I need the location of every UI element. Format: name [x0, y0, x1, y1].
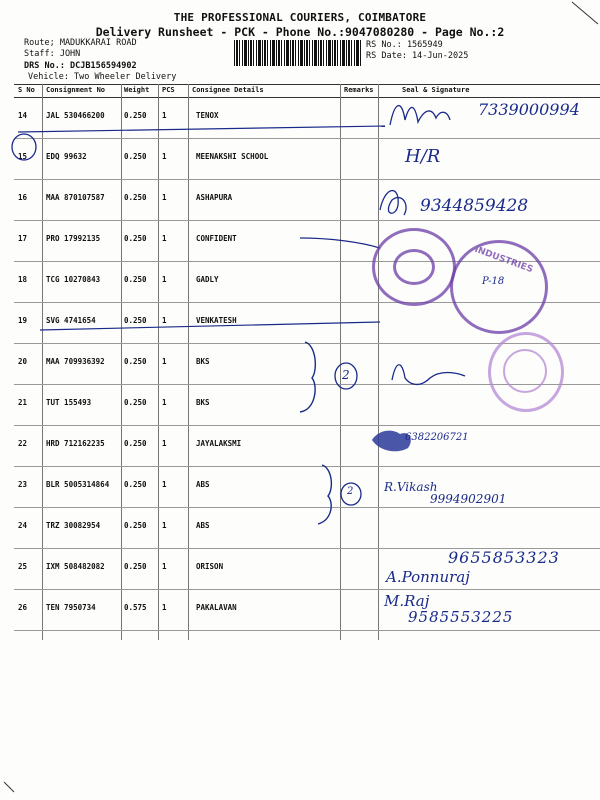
handwritten-count: 2 — [347, 486, 354, 497]
faded-seal-stamp — [488, 332, 564, 412]
row-consignee: PAKALAVAN — [196, 603, 237, 612]
row-consignment-no: PRO 17992135 — [46, 234, 101, 243]
row-consignment-no: SVG 4741654 — [46, 316, 96, 325]
row-weight: 0.250 — [124, 111, 147, 120]
staff-label: Staff: JOHN — [24, 49, 81, 59]
row-weight: 0.250 — [124, 562, 147, 571]
row-consignment-no: EDQ 99632 — [46, 152, 87, 161]
rs-number: RS No.: 1565949 — [366, 40, 443, 50]
handwritten-name: A.Ponnuraj — [386, 568, 470, 586]
rs-date: RS Date: 14-Jun-2025 — [366, 51, 469, 61]
row-sno: 24 — [18, 521, 28, 530]
handwritten-phone: 7339000994 — [478, 100, 580, 119]
row-consignment-no: TUT 155493 — [46, 398, 92, 407]
brace-mark — [300, 342, 315, 412]
row-weight: 0.250 — [124, 357, 147, 366]
row-consignment-no: TCG 10270843 — [46, 275, 101, 284]
row-sno: 17 — [18, 234, 28, 243]
row-consignment-no: MAA 870107587 — [46, 193, 105, 202]
handwritten-name: R.Vikash — [384, 480, 438, 494]
row-consignment-no: JAL 530466200 — [46, 111, 105, 120]
row-consignee: ORISON — [196, 562, 224, 571]
handwritten-note: H/R — [405, 146, 441, 167]
row-pcs: 1 — [162, 603, 167, 612]
row-consignee: CONFIDENT — [196, 234, 237, 243]
row-consignment-no: TEN 7950734 — [46, 603, 96, 612]
handwritten-phone: 9585553225 — [408, 608, 514, 626]
row-pcs: 1 — [162, 439, 167, 448]
row-consignee: BKS — [196, 357, 210, 366]
col-remarks: Remarks — [344, 86, 374, 94]
row-sno: 25 — [18, 562, 28, 571]
row-weight: 0.250 — [124, 316, 147, 325]
row-pcs: 1 — [162, 398, 167, 407]
handwritten-name: M.Raj — [384, 592, 430, 610]
row-sno: 15 — [18, 152, 28, 161]
signature-scribble — [380, 191, 406, 215]
vehicle-label: Vehicle: Two Wheeler Delivery — [28, 72, 177, 82]
handwritten-phone: 9344859428 — [420, 196, 529, 216]
runsheet-title: Delivery Runsheet - PCK - Phone No.:9047080280 - Page No.:2 — [95, 25, 505, 39]
col-pcs: PCS — [162, 86, 175, 94]
circle-mark — [12, 134, 36, 160]
row-consignee: ABS — [196, 521, 210, 530]
row-weight: 0.250 — [124, 521, 147, 530]
col-consignment: Consignment No — [46, 86, 106, 94]
col-weight: Weight — [124, 86, 150, 94]
handwritten-count: 2 — [342, 368, 350, 382]
row-pcs: 1 — [162, 152, 167, 161]
brace-mark — [318, 465, 331, 524]
row-sno: 22 — [18, 439, 28, 448]
signature-scribble — [390, 106, 450, 125]
strike-line — [18, 126, 385, 132]
drs-number: DRS No.: DCJB156594902 — [24, 61, 137, 71]
row-weight: 0.250 — [124, 234, 147, 243]
industries-seal-stamp: INDUSTRIES — [450, 240, 548, 334]
signature-scribble — [392, 365, 465, 385]
row-consignee: ASHAPURA — [196, 193, 233, 202]
row-consignee: BKS — [196, 398, 210, 407]
row-sno: 20 — [18, 357, 28, 366]
row-weight: 0.250 — [124, 275, 147, 284]
row-pcs: 1 — [162, 521, 167, 530]
row-consignee: GADLY — [196, 275, 219, 284]
row-pcs: 1 — [162, 562, 167, 571]
row-consignment-no: HRD 712162235 — [46, 439, 105, 448]
row-consignment-no: BLR 5005314864 — [46, 480, 110, 489]
row-pcs: 1 — [162, 480, 167, 489]
row-weight: 0.250 — [124, 480, 147, 489]
corner-mark — [572, 2, 598, 24]
company-seal-stamp — [372, 228, 456, 306]
row-pcs: 1 — [162, 234, 167, 243]
row-consignment-no: MAA 709936392 — [46, 357, 105, 366]
row-consignment-no: IXM 508482082 — [46, 562, 105, 571]
handwritten-phone: 6382206721 — [405, 432, 469, 443]
row-consignee: ABS — [196, 480, 210, 489]
col-seal-signature: Seal & Signature — [402, 86, 470, 94]
row-pcs: 1 — [162, 357, 167, 366]
row-weight: 0.250 — [124, 193, 147, 202]
row-sno: 16 — [18, 193, 28, 202]
row-weight: 0.250 — [124, 398, 147, 407]
corner-mark — [4, 782, 14, 792]
row-pcs: 1 — [162, 316, 167, 325]
handwritten-phone: 9655853323 — [448, 548, 560, 567]
row-sno: 19 — [18, 316, 28, 325]
row-sno: 14 — [18, 111, 28, 120]
row-consignment-no: TRZ 30082954 — [46, 521, 101, 530]
col-sno: S No — [18, 86, 35, 94]
strike-line — [40, 322, 380, 330]
row-pcs: 1 — [162, 275, 167, 284]
row-sno: 18 — [18, 275, 28, 284]
row-weight: 0.250 — [124, 152, 147, 161]
col-consignee: Consignee Details — [192, 86, 264, 94]
row-pcs: 1 — [162, 111, 167, 120]
row-sno: 21 — [18, 398, 28, 407]
row-consignee: MEENAKSHI SCHOOL — [196, 152, 269, 161]
row-weight: 0.575 — [124, 603, 147, 612]
handwritten-note: P-18 — [482, 276, 505, 287]
company-name: THE PROFESSIONAL COURIERS, COIMBATORE — [173, 11, 427, 24]
arrow-line — [300, 238, 380, 248]
row-consignee: JAYALAKSMI — [196, 439, 242, 448]
handwritten-phone: 9994902901 — [430, 492, 507, 506]
row-consignee: TENOX — [196, 111, 219, 120]
row-sno: 26 — [18, 603, 28, 612]
row-pcs: 1 — [162, 193, 167, 202]
row-weight: 0.250 — [124, 439, 147, 448]
route-label: Route; MADUKKARAI ROAD — [24, 38, 137, 48]
row-sno: 23 — [18, 480, 28, 489]
row-consignee: VENKATESH — [196, 316, 237, 325]
